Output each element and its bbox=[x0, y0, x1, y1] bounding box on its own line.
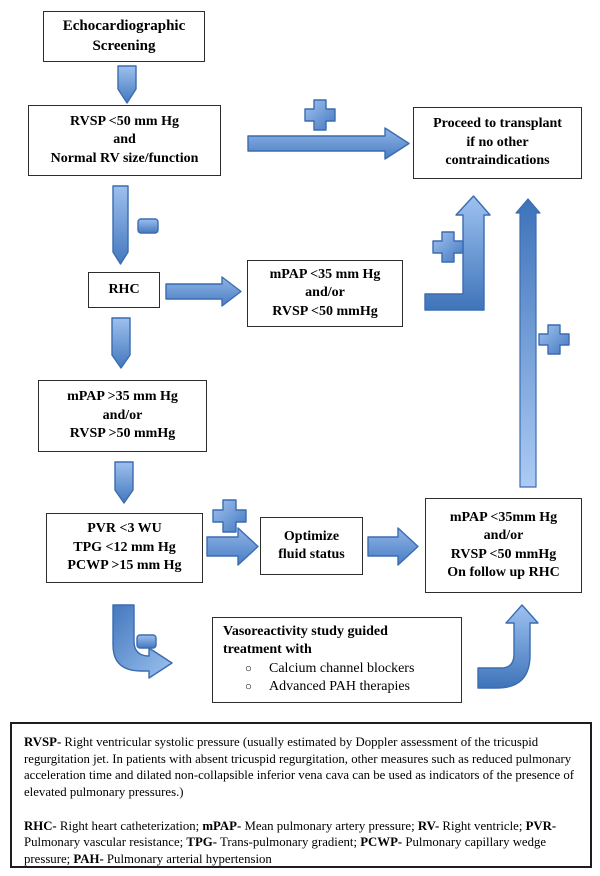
arrow-mpap-gt35-to-pvr bbox=[115, 462, 133, 503]
echo-screening-box bbox=[43, 11, 205, 62]
list-item bbox=[223, 660, 414, 678]
box-line: RVSP <50 mm Hg bbox=[70, 113, 179, 129]
box-line: if no other bbox=[466, 134, 529, 150]
bullet-text: Calcium channel blockers bbox=[269, 660, 415, 676]
legend-definition: Pulmonary arterial hypertension bbox=[103, 851, 272, 866]
legend-term: RHC- bbox=[24, 818, 57, 833]
legend-term: TPG- bbox=[186, 835, 217, 850]
box-line: fluid status bbox=[278, 547, 345, 562]
circle-bullet-icon: ○ bbox=[245, 681, 252, 694]
list-item bbox=[223, 678, 410, 696]
box-line: TPG <12 mm Hg bbox=[73, 539, 176, 555]
box-line: and bbox=[113, 132, 136, 148]
legend-definition: Right ventricular systolic pressure (usually estimated by Doppler assessment of the tricuspid regurgitation jet. In patients with absent tricuspid regurgitation, other measures such as reduced pulmonary acceleration time and dilated non-collapsible inferior vena cava can be used as indicators of the presence of elevated pulmonary pressures.) bbox=[24, 735, 575, 799]
box-line: Screening bbox=[92, 37, 156, 54]
box-line: Vasoreactivity study guided bbox=[223, 624, 388, 639]
plus-icon-rvsp-proceed bbox=[305, 100, 335, 130]
mpap-gt35-box bbox=[38, 380, 207, 452]
circle-bullet-icon: ○ bbox=[245, 662, 252, 675]
legend-term: mPAP- bbox=[202, 818, 242, 833]
mpap-lt35-box bbox=[247, 260, 403, 327]
minus-icon-rvsp-rhc bbox=[138, 219, 158, 233]
legend-term: PCWP- bbox=[360, 835, 403, 850]
proceed-transplant-box bbox=[413, 107, 582, 179]
arrow-followup-to-proceed-long bbox=[516, 199, 540, 487]
box-line: Normal RV size/function bbox=[50, 150, 199, 166]
arrow-optimize-to-followup bbox=[368, 528, 418, 565]
plus-icon-followup-long-arrow bbox=[539, 325, 569, 354]
box-line: Echocardiographic bbox=[62, 17, 186, 34]
plus-icon-pvr-optimize bbox=[213, 500, 246, 532]
bullet-text: Advanced PAH therapies bbox=[269, 679, 411, 695]
optimize-fluid-box bbox=[260, 517, 363, 575]
box-line: RHC bbox=[108, 281, 140, 297]
rvsp-normal-box bbox=[28, 105, 221, 176]
legend-term: RV- bbox=[417, 818, 440, 833]
arrow-vasoreactivity-to-followup-elbow bbox=[478, 605, 538, 688]
followup-rhc-box bbox=[425, 498, 582, 593]
legend-definition: Pulmonary vascular resistance; bbox=[24, 835, 187, 850]
vasoreactivity-box bbox=[212, 617, 462, 703]
arrow-rhc-to-mpap-gt35 bbox=[112, 318, 130, 368]
pvr-tpg-pcwp-box bbox=[46, 513, 203, 583]
box-line: On follow up RHC bbox=[447, 564, 560, 580]
box-line: RVSP <50 mmHg bbox=[450, 546, 557, 562]
plus-icon-mpap-lt35 bbox=[433, 232, 463, 262]
legend-definition: Mean pulmonary artery pressure; bbox=[241, 818, 418, 833]
box-line: and/or bbox=[305, 285, 345, 301]
box-line: PCWP >15 mm Hg bbox=[67, 558, 182, 574]
rhc-box bbox=[88, 272, 160, 308]
legend-definition: Right ventricle; bbox=[439, 818, 526, 833]
box-line: RVSP >50 mmHg bbox=[69, 426, 176, 442]
box-line: Proceed to transplant bbox=[433, 116, 562, 132]
box-line: contraindications bbox=[445, 153, 550, 169]
arrow-rhc-to-mpap-lt35 bbox=[166, 277, 241, 306]
legend-box bbox=[10, 722, 592, 868]
legend-term: PVR- bbox=[525, 818, 557, 833]
arrow-pvr-to-optimize bbox=[207, 528, 258, 565]
arrow-rvsp-to-proceed bbox=[248, 128, 409, 159]
box-line: Optimize bbox=[283, 528, 340, 544]
minus-icon-pvr-vasoreactivity bbox=[137, 635, 156, 648]
legend-definition: Pulmonary capillary wedge pressure; bbox=[24, 835, 547, 866]
arrow-echo-to-rvsp bbox=[118, 66, 136, 103]
legend-definition: Right heart catheterization; bbox=[56, 818, 203, 833]
box-line: mPAP <35mm Hg bbox=[449, 509, 558, 525]
legend-term: RVSP- bbox=[24, 735, 62, 749]
box-line: and/or bbox=[102, 407, 143, 423]
box-line: PVR <3 WU bbox=[87, 521, 162, 537]
legend-paragraph-rvsp bbox=[24, 734, 578, 801]
legend-definition: Trans-pulmonary gradient; bbox=[216, 835, 361, 850]
legend-term: PAH- bbox=[73, 851, 104, 866]
box-line: treatment with bbox=[223, 642, 312, 658]
legend-paragraph-abbreviations bbox=[24, 818, 578, 868]
box-line: RVSP <50 mmHg bbox=[272, 303, 378, 319]
box-line: mPAP <35 mm Hg bbox=[269, 266, 381, 282]
box-line: mPAP >35 mm Hg bbox=[67, 389, 178, 405]
box-line: and/or bbox=[483, 528, 524, 544]
arrow-rvsp-to-rhc bbox=[113, 186, 128, 264]
